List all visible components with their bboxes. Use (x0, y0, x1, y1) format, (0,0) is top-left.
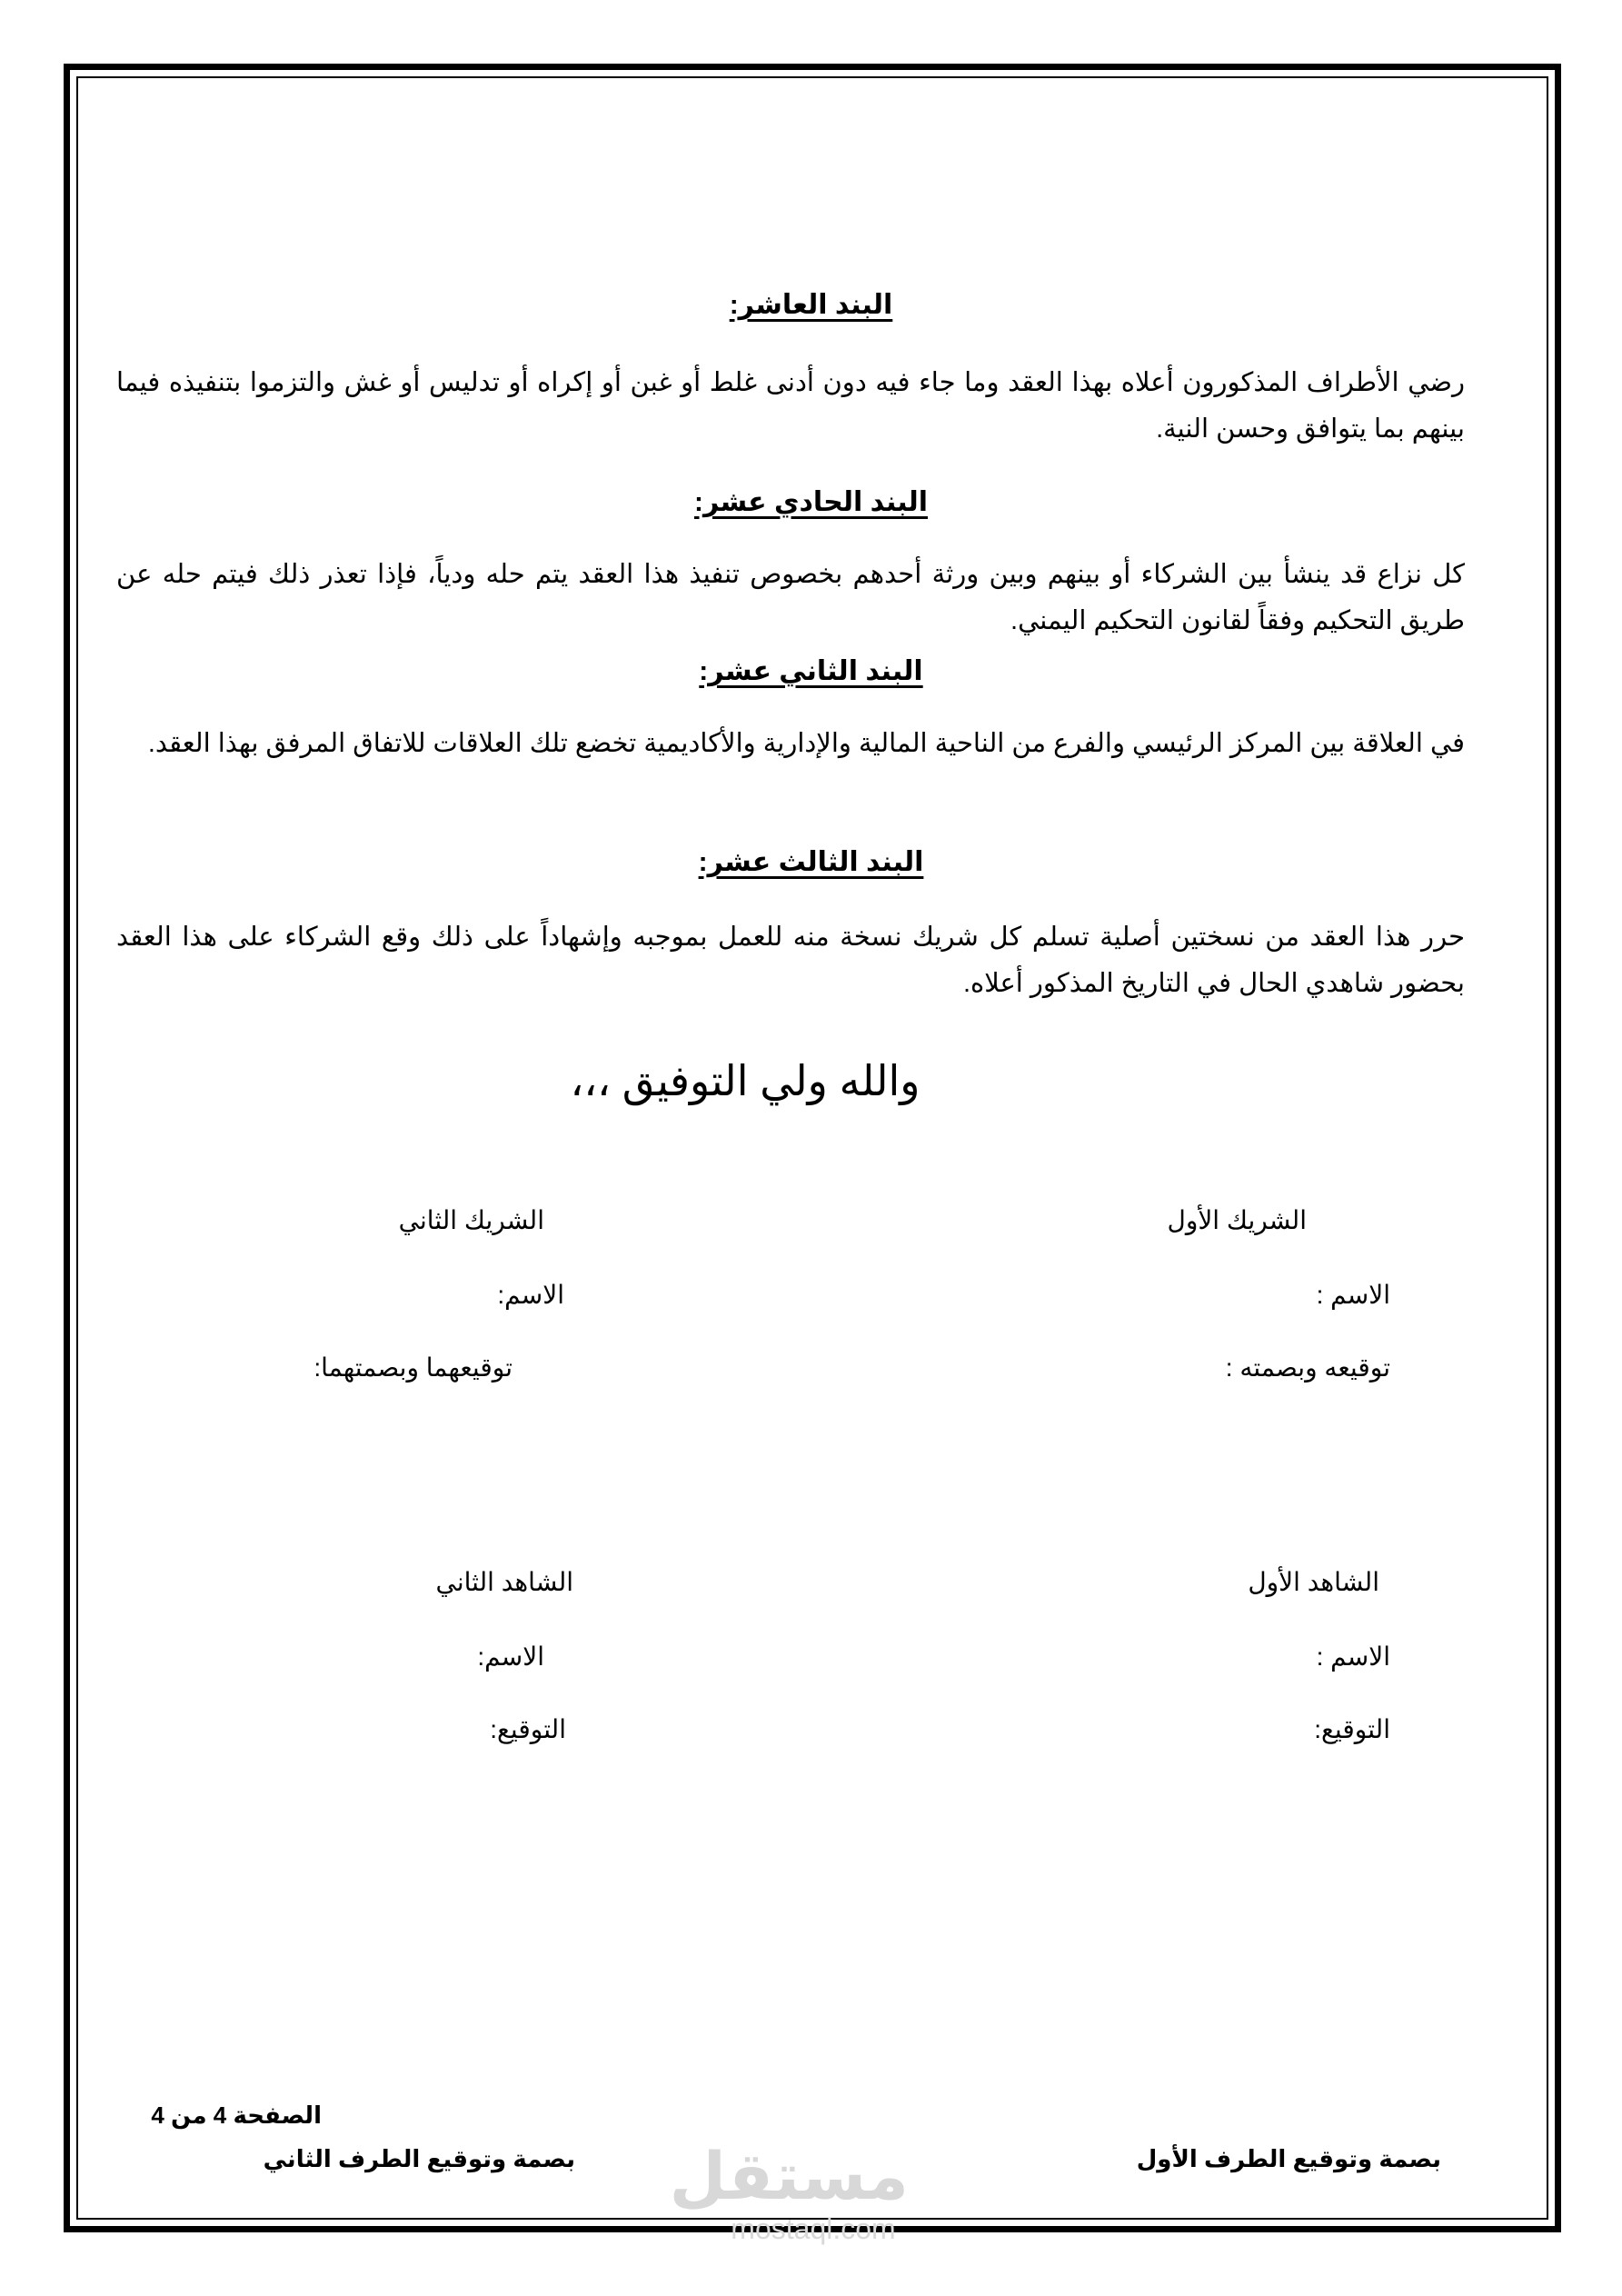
partner-second-title: الشريك الثاني (398, 1206, 544, 1234)
witness-second-name-label: الاسم: (477, 1642, 544, 1671)
clause-13-text: حرر هذا العقد من نسختين أصلية تسلم كل شريك نسخة منه للعمل بموجبه وإشهاداً على ذلك وقع الشركاء على هذا العقد بحضور شاهدي الحال في التاريخ المذكور أعلاه. (116, 923, 1465, 998)
first-party-stamp-label: بصمة وتوقيع الطرف الأول (1136, 2145, 1441, 2172)
watermark-arabic: مستقل (669, 2141, 909, 2213)
clause-11-text: كل نزاع قد ينشأ بين الشركاء أو بينهم وبين ورثة أحدهم بخصوص تنفيذ هذا العقد يتم حله ودياً، فإذا تعذر ذلك فيتم حله عن طريق التحكيم وفقاً لقانون التحكيم اليمني. (116, 560, 1465, 635)
partner-first-sign-label: توقيعه وبصمته : (1225, 1353, 1390, 1382)
partner-first-name-label: الاسم : (1316, 1281, 1390, 1309)
clause-10-text: رضي الأطراف المذكورون أعلاه بهذا العقد وما جاء فيه دون أدنى غلط أو غبن أو إكراه أو تدليس أو غش والتزموا بتنفيذه فيما بينهم بما يتوافق وحسن النية. (116, 368, 1465, 444)
page-number: الصفحة 4 من 4 (151, 2101, 322, 2129)
watermark-latin: mostaql.com (731, 2212, 896, 2245)
witness-first-sign-label: التوقيع: (1314, 1715, 1390, 1743)
clause-10-heading: البند العاشر: (729, 290, 893, 320)
witness-first-name-label: الاسم : (1316, 1642, 1390, 1671)
partner-first-title: الشريك الأول (1167, 1206, 1307, 1234)
witness-first-title: الشاهد الأول (1248, 1568, 1379, 1596)
closing-phrase: والله ولي التوفيق ،،، (570, 1057, 920, 1104)
watermark-logo (669, 2141, 909, 2245)
clause-11-heading: البند الحادي عشر: (693, 487, 929, 517)
partner-second-sign-label: توقيعهما وبصمتهما: (313, 1353, 512, 1382)
second-party-stamp-label: بصمة وتوقيع الطرف الثاني (263, 2145, 575, 2172)
witness-second-sign-label: التوقيع: (490, 1715, 566, 1743)
clause-13-heading: البند الثالث عشر: (698, 847, 924, 877)
witness-second-title: الشاهد الثاني (435, 1568, 573, 1596)
clause-12-heading: البند الثاني عشر: (699, 656, 923, 686)
clause-12-text: في العلاقة بين المركز الرئيسي والفرع من الناحية المالية والإدارية والأكاديمية تخضع تلك العلاقات للاتفاق المرفق بهذا العقد. (147, 729, 1465, 758)
partner-second-name-label: الاسم: (497, 1281, 564, 1309)
